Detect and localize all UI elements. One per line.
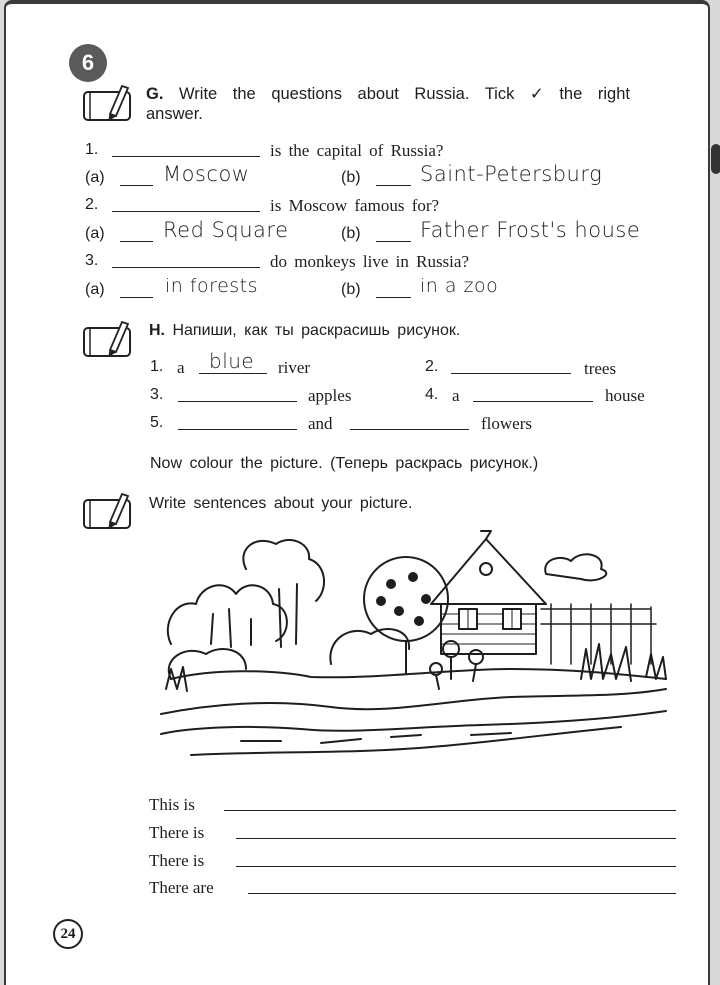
apple <box>422 595 430 603</box>
h4-number: 4. <box>425 386 439 403</box>
q3-text: do monkeys live in Russia? <box>270 252 469 271</box>
q2-a-label: (a) <box>85 225 105 242</box>
apple <box>377 597 385 605</box>
h2-blank[interactable] <box>451 373 571 374</box>
task-h-instruction <box>149 322 460 340</box>
q3-number: 3. <box>85 252 99 269</box>
h5-and: and <box>308 414 333 433</box>
sentence-start-1: This is <box>149 795 195 814</box>
river-bank-top <box>161 689 666 714</box>
q1-blank[interactable] <box>112 156 260 157</box>
q2-blank[interactable] <box>112 211 260 212</box>
q3-a-label: (a) <box>85 281 105 298</box>
apple <box>387 580 395 588</box>
q3-blank[interactable] <box>112 267 260 268</box>
tree-crown-2 <box>243 540 324 601</box>
q1-b-answer: Saint-Petersburg <box>420 162 603 186</box>
h2-noun: trees <box>584 359 617 378</box>
tree-trunks <box>211 609 251 647</box>
q1-a-tick-box[interactable] <box>120 185 153 186</box>
h3-noun: apples <box>308 386 352 405</box>
sentence-start-3: There is <box>149 851 205 870</box>
apple <box>409 573 417 581</box>
q2-a-answer: Red Square <box>163 218 289 242</box>
q3-a-tick-box[interactable] <box>120 297 153 298</box>
q1-number: 1. <box>85 141 99 158</box>
colour-note: Now colour the picture. (Теперь раскрась рисунок.) <box>150 455 539 472</box>
write-line-1[interactable] <box>224 810 676 811</box>
q1-b-label: (b) <box>341 169 361 186</box>
q2-b-answer: Father Frost's house <box>420 218 641 242</box>
h1-article: a <box>177 358 185 377</box>
pencil-notebook-icon <box>82 84 136 124</box>
sentence-start-2: There is <box>149 823 205 842</box>
apple <box>415 617 423 625</box>
q1-b-tick-box[interactable] <box>376 185 411 186</box>
pencil-notebook-icon <box>82 492 136 532</box>
task-g-text-cont: answer. <box>146 105 203 123</box>
h1-number: 1. <box>150 358 164 375</box>
task-h-text: Напиши, как ты раскрасишь рисунок. <box>172 322 461 339</box>
grass-right <box>646 654 666 679</box>
unit-badge <box>69 44 107 82</box>
task-g-letter: G. <box>146 85 164 103</box>
colouring-picture[interactable] <box>151 529 676 759</box>
write-instruction: Write sentences about your picture. <box>149 495 413 512</box>
q2-b-label: (b) <box>341 225 361 242</box>
q3-b-tick-box[interactable] <box>376 297 411 298</box>
roof-sun-ornament <box>480 563 492 575</box>
h4-article: a <box>452 386 460 405</box>
q1-a-answer: Moscow <box>163 162 250 186</box>
write-line-3[interactable] <box>236 866 676 867</box>
write-line-2[interactable] <box>236 838 676 839</box>
flower <box>469 650 483 664</box>
bush-2 <box>330 629 409 664</box>
q3-b-label: (b) <box>341 281 361 298</box>
page-number-text: 24 <box>60 925 76 942</box>
tree-crown <box>168 585 287 644</box>
h5-blank-1[interactable] <box>178 429 297 430</box>
h5-number: 5. <box>150 414 164 431</box>
task-g-text: Write the questions about Russia. Tick ✓ the right <box>179 85 630 103</box>
h5-blank-2[interactable] <box>350 429 469 430</box>
page-number <box>53 919 83 949</box>
task-g-instruction <box>146 84 630 104</box>
h3-number: 3. <box>150 386 164 403</box>
q3-a-answer: in forests <box>165 275 259 297</box>
water-ripples <box>241 733 511 743</box>
h1-noun: river <box>278 358 311 377</box>
apple <box>395 607 403 615</box>
q2-b-tick-box[interactable] <box>376 241 411 242</box>
q3-b-answer: in a zoo <box>420 275 499 297</box>
pencil-notebook-icon <box>82 320 136 360</box>
h2-number: 2. <box>425 358 439 375</box>
q1-a-label: (a) <box>85 169 105 186</box>
q1-text: is the capital of Russia? <box>270 141 444 160</box>
workbook-page <box>4 0 710 985</box>
h3-blank[interactable] <box>178 401 297 402</box>
q2-number: 2. <box>85 196 99 213</box>
h4-blank[interactable] <box>473 401 593 402</box>
task-h-letter: H. <box>149 322 165 339</box>
fence <box>541 604 656 664</box>
q2-text: is Moscow famous for? <box>270 196 440 215</box>
write-line-4[interactable] <box>248 893 676 894</box>
q2-a-tick-box[interactable] <box>120 241 153 242</box>
h1-blank[interactable] <box>199 373 267 374</box>
h5-noun: flowers <box>481 414 532 433</box>
h1-answer: blue <box>209 349 255 373</box>
h4-noun: house <box>605 386 645 405</box>
unit-number: 6 <box>81 50 95 75</box>
sentence-start-4: There are <box>149 878 214 897</box>
roof-ornament <box>481 531 491 539</box>
page-tab <box>711 144 720 174</box>
cloud <box>545 554 606 580</box>
